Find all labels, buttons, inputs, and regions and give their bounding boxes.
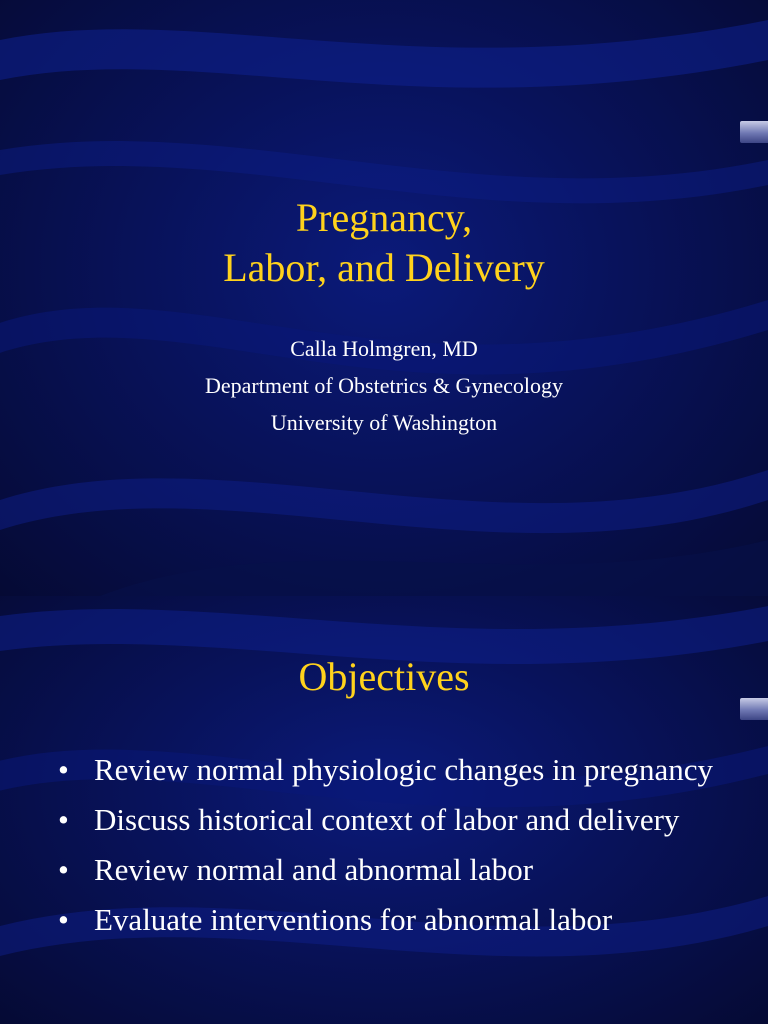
author-name: Calla Holmgren, MD <box>290 336 478 361</box>
objective-item <box>58 750 758 790</box>
presenter-info <box>0 330 768 441</box>
bullet-icon: • <box>58 852 69 887</box>
objective-text: Discuss historical context of labor and delivery <box>94 802 680 837</box>
objectives-title: Objectives <box>298 654 470 699</box>
title-line-1: Pregnancy, <box>295 195 473 240</box>
title-line-2: Labor, and Delivery <box>223 245 545 290</box>
objective-item <box>58 900 758 940</box>
bullet-icon: • <box>58 902 69 937</box>
slide-edge-tab <box>740 121 768 143</box>
department-name: Department of Obstetrics & Gynecology <box>204 373 563 398</box>
objective-text: Evaluate interventions for abnormal labor <box>94 902 613 937</box>
objective-text: Review normal physiologic changes in pregnancy <box>94 752 713 787</box>
objectives-list <box>58 750 758 950</box>
slide-title <box>0 193 768 293</box>
objective-text: Review normal and abnormal labor <box>94 852 534 887</box>
objectives-slide <box>0 596 768 1024</box>
objective-item <box>58 800 758 840</box>
objective-item <box>58 850 758 890</box>
bullet-icon: • <box>58 802 69 837</box>
bullet-icon: • <box>58 752 69 787</box>
institution-name: University of Washington <box>270 410 498 435</box>
